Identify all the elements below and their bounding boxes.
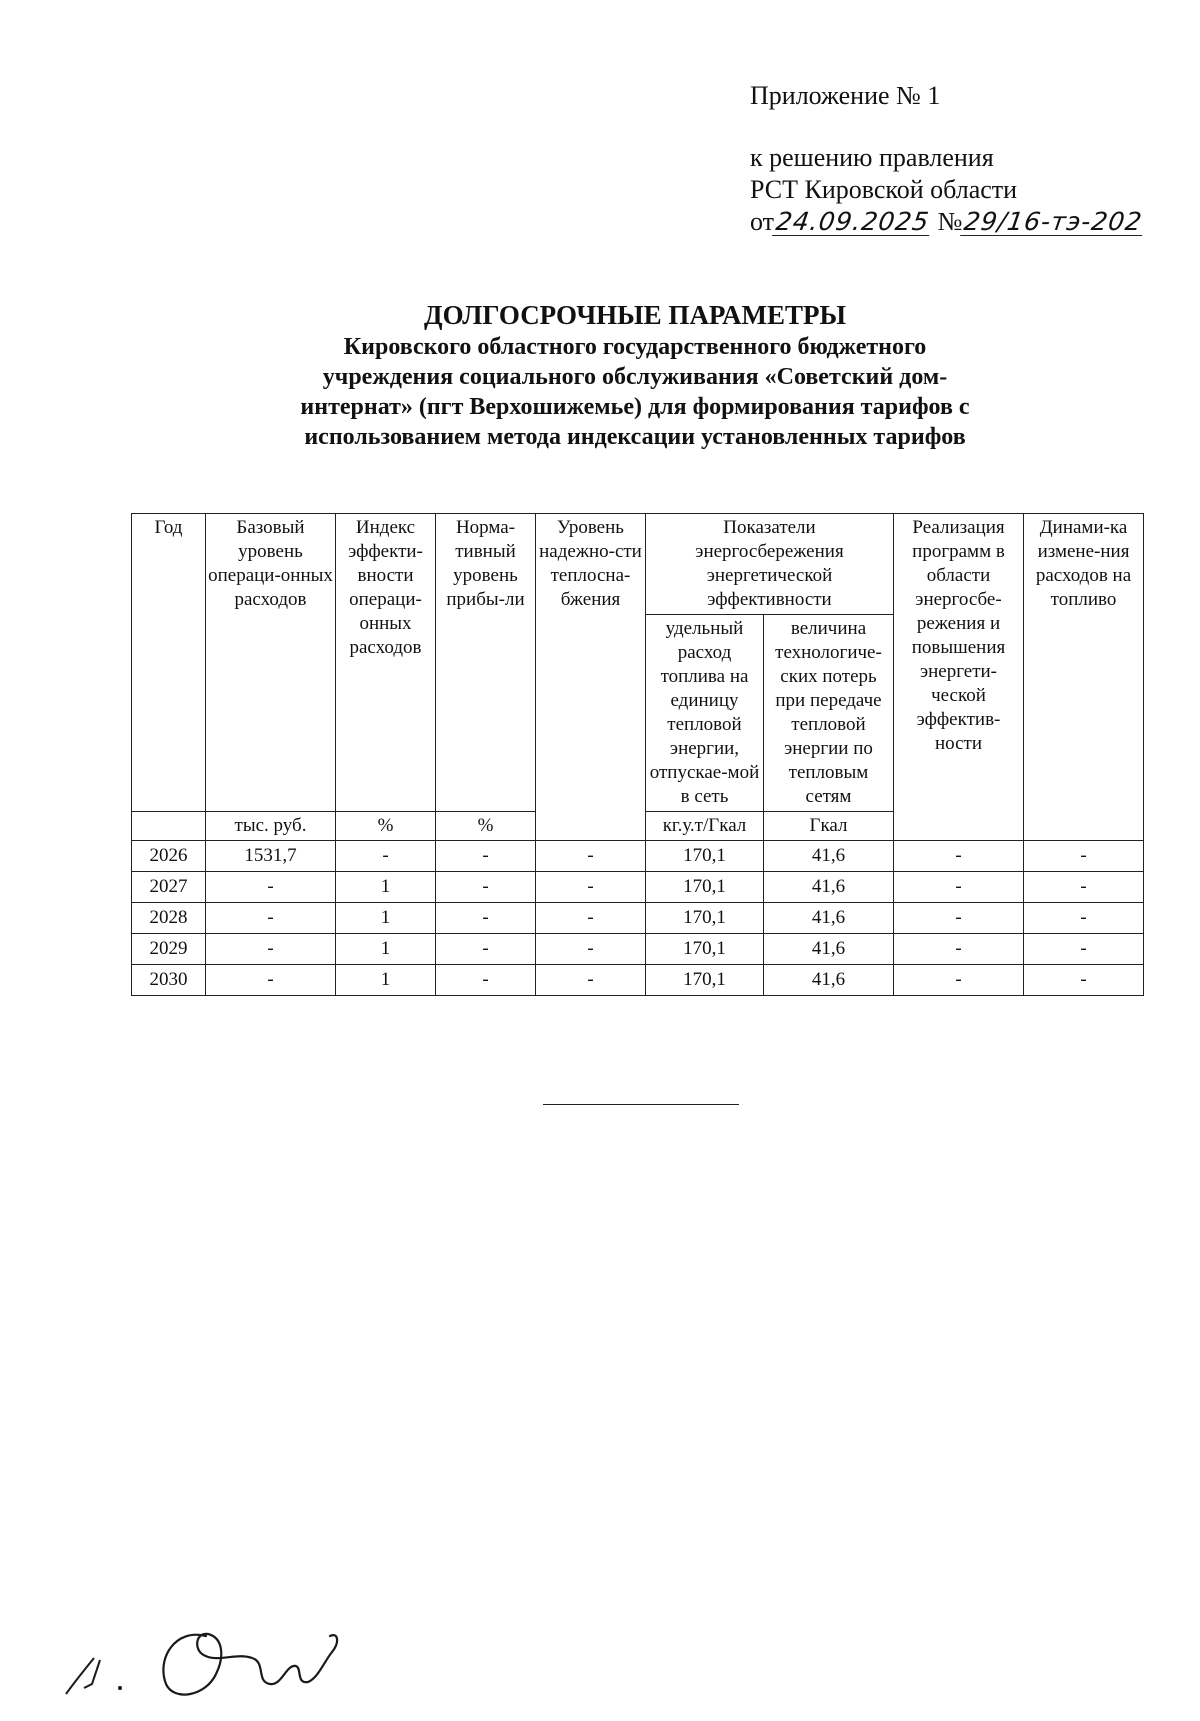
unit-heat-losses: Гкал — [764, 812, 894, 841]
cell-profit-level: - — [436, 934, 536, 965]
cell-efficiency-index: 1 — [336, 934, 436, 965]
table-row — [132, 872, 1144, 903]
annex-number-label: № — [937, 207, 963, 236]
cell-heat-losses: 41,6 — [764, 934, 894, 965]
cell-heat-losses: 41,6 — [764, 841, 894, 872]
table-row — [132, 841, 1144, 872]
annex-from-label: от — [750, 207, 775, 236]
cell-fuel-dynamics: - — [1024, 841, 1144, 872]
cell-fuel-consumption: 170,1 — [646, 903, 764, 934]
cell-reliability: - — [536, 841, 646, 872]
annex-decision-line: к решению правления — [750, 143, 994, 172]
cell-year: 2026 — [132, 841, 206, 872]
cell-programs: - — [894, 903, 1024, 934]
unit-base-opex: тыс. руб. — [206, 812, 336, 841]
cell-profit-level: - — [436, 872, 536, 903]
header-profit-level: Норма-тивный уровень прибы-ли — [436, 514, 536, 812]
cell-fuel-dynamics: - — [1024, 872, 1144, 903]
cell-fuel-dynamics: - — [1024, 934, 1144, 965]
annex-date-handwritten: 24.09.2025 — [774, 207, 932, 236]
cell-efficiency-index: 1 — [336, 965, 436, 996]
title-line-4: использованием метода индексации установленных тарифов — [304, 424, 966, 450]
cell-year: 2028 — [132, 903, 206, 934]
cell-programs: - — [894, 841, 1024, 872]
header-base-opex: Базовый уровень операци-онных расходов — [206, 514, 336, 812]
table-row — [132, 903, 1144, 934]
header-programs: Реализация программ в области энергосбе-режения и повышения энергети-ческой эффектив-ности — [894, 514, 1024, 841]
document-title — [100, 298, 1170, 452]
closing-divider — [543, 1104, 739, 1105]
header-heat-losses: величина технологиче-ских потерь при передаче тепловой энергии по тепловым сетям — [764, 615, 894, 812]
cell-reliability: - — [536, 934, 646, 965]
cell-efficiency-index: - — [336, 841, 436, 872]
cell-heat-losses: 41,6 — [764, 903, 894, 934]
cell-programs: - — [894, 872, 1024, 903]
cell-year: 2030 — [132, 965, 206, 996]
parameters-table — [131, 513, 1144, 996]
table-row — [132, 965, 1144, 996]
cell-reliability: - — [536, 872, 646, 903]
header-energy-efficiency: Показатели энергосбережения энергетической эффективности — [646, 514, 894, 615]
cell-fuel-consumption: 170,1 — [646, 841, 764, 872]
cell-programs: - — [894, 965, 1024, 996]
cell-year: 2027 — [132, 872, 206, 903]
handwritten-signature-icon — [56, 1618, 346, 1708]
cell-fuel-consumption: 170,1 — [646, 965, 764, 996]
cell-programs: - — [894, 934, 1024, 965]
cell-year: 2029 — [132, 934, 206, 965]
cell-profit-level: - — [436, 903, 536, 934]
cell-heat-losses: 41,6 — [764, 965, 894, 996]
annex-authority-line: РСТ Кировской области — [750, 175, 1018, 204]
cell-base-opex: 1531,7 — [206, 841, 336, 872]
cell-base-opex: - — [206, 965, 336, 996]
cell-profit-level: - — [436, 965, 536, 996]
cell-heat-losses: 41,6 — [764, 872, 894, 903]
title-line-1: Кировского областного государственного бюджетного — [343, 334, 927, 360]
cell-fuel-consumption: 170,1 — [646, 934, 764, 965]
cell-efficiency-index: 1 — [336, 872, 436, 903]
annex-title: Приложение № 1 — [750, 81, 941, 110]
table-row — [132, 934, 1144, 965]
cell-reliability: - — [536, 965, 646, 996]
title-line-3: интернат» (пгт Верхошижемье) для формирования тарифов с — [300, 394, 970, 420]
cell-fuel-dynamics: - — [1024, 965, 1144, 996]
title-line-2: учреждения социального обслуживания «Советский дом- — [322, 364, 948, 390]
header-efficiency-index: Индекс эффекти-вности операци-онных расходов — [336, 514, 436, 812]
cell-base-opex: - — [206, 872, 336, 903]
annex-block — [750, 80, 1170, 238]
cell-base-opex: - — [206, 934, 336, 965]
unit-profit-level: % — [436, 812, 536, 841]
header-year: Год — [132, 514, 206, 812]
header-reliability: Уровень надежно-сти теплосна-бжения — [536, 514, 646, 841]
annex-date-number-line — [750, 206, 1170, 238]
unit-fuel-consumption: кг.у.т/Гкал — [646, 812, 764, 841]
cell-base-opex: - — [206, 903, 336, 934]
header-fuel-dynamics: Динами-ка измене-ния расходов на топливо — [1024, 514, 1144, 841]
cell-fuel-consumption: 170,1 — [646, 872, 764, 903]
header-fuel-consumption: удельный расход топлива на единицу тепловой энергии, отпускае-мой в сеть — [646, 615, 764, 812]
unit-efficiency-index: % — [336, 812, 436, 841]
cell-fuel-dynamics: - — [1024, 903, 1144, 934]
annex-number-handwritten: 29/16-тэ-202 — [962, 207, 1145, 236]
cell-reliability: - — [536, 903, 646, 934]
title-heading: ДОЛГОСРОЧНЫЕ ПАРАМЕТРЫ — [424, 300, 846, 330]
cell-profit-level: - — [436, 841, 536, 872]
cell-efficiency-index: 1 — [336, 903, 436, 934]
unit-year — [132, 812, 206, 841]
